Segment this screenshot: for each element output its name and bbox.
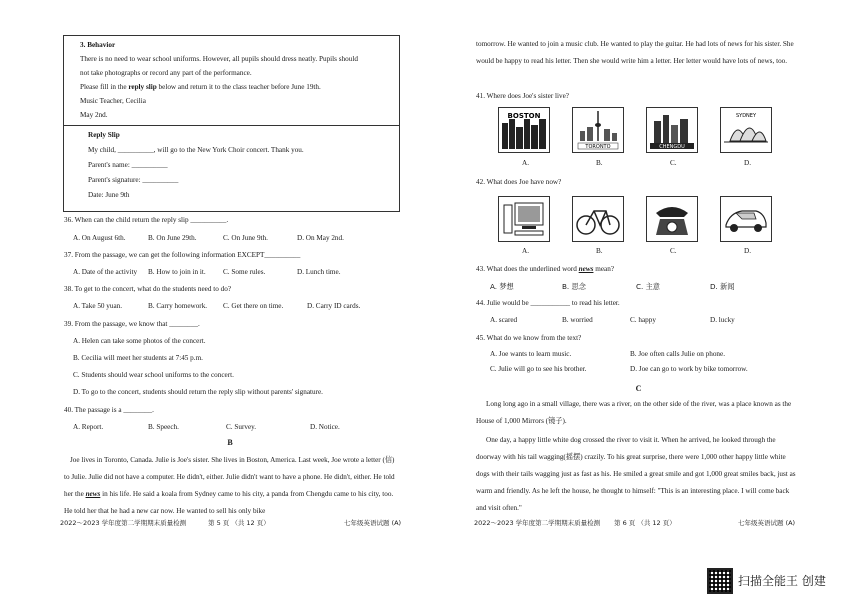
footer-page: 第 6 页 （共 12 页） (614, 519, 676, 527)
q42-labels: A. B. C. D. (522, 247, 751, 255)
notice-date: May 2nd. (80, 111, 108, 119)
q44-options: A. scared B. worried C. happy D. lucky (490, 316, 735, 324)
footer-page: 第 5 页 （共 12 页） (208, 519, 270, 527)
notice-line: Please fill in the reply slip below and return it to the class teacher before June 19th. (80, 83, 321, 91)
section-c-title: C (635, 384, 642, 393)
q36-options: A. On August 6th. B. On June 29th. C. On June 9th. D. On May 2nd. (73, 234, 344, 242)
footer-left: 2022～2023 学年度第二学期期末质量检测 (60, 519, 187, 527)
sydney-opera-icon (720, 107, 772, 153)
q43-stem: 43. What does the underlined word news mean? (476, 265, 615, 273)
right-page (476, 0, 801, 609)
notice-box (63, 35, 400, 212)
notice-heading: 3. Behavior (80, 41, 116, 49)
reply-line: My child, __________, will go to the New York Choir concert. Thank you. (88, 146, 304, 154)
q41-labels: A. B. C. D. (522, 159, 751, 167)
reply-line: Date: June 9th (88, 191, 130, 199)
q39-option-a: A. Helen can take some photos of the concert. (73, 337, 206, 345)
qr-code-icon (707, 568, 733, 594)
car-icon (720, 196, 772, 242)
svg-text:BOSTON: BOSTON (507, 112, 541, 120)
q38-stem: 38. To get to the concert, what do the students need to do? (64, 285, 232, 293)
q41-stem: 41. Where does Joe's sister live? (476, 92, 569, 100)
q37-stem: 37. From the passage, we can get the following information EXCEPT__________ (64, 251, 301, 259)
reply-slip (64, 125, 399, 200)
toronto-skyline-icon (572, 107, 624, 153)
q39-option-b: B. Cecilia will meet her students at 7:45 p.m. (73, 354, 203, 362)
chengdu-skyline-icon (646, 107, 698, 153)
q42-pictures (498, 196, 794, 242)
footer-exam: 七年级英语试题 (A) (738, 519, 796, 527)
q36-stem: 36. When can the child return the reply slip __________. (64, 216, 229, 224)
boston-skyline-icon (498, 107, 550, 153)
svg-text:SYDNEY: SYDNEY (735, 113, 757, 119)
q39-option-d: D. To go to the concert, students should return the reply slip without parents' signature. (73, 388, 323, 396)
q43-options: A. 梦想 B. 思念 C. 主意 D. 新闻 (490, 282, 735, 291)
scanner-watermark (707, 568, 826, 594)
q40-stem: 40. The passage is a ________. (64, 406, 154, 414)
bicycle-icon (572, 196, 624, 242)
notice-signer: Music Teacher, Cecilia (80, 97, 146, 105)
notice-line: There is no need to wear school uniforms. However, all pupils should dress neatly. Pupils should (80, 55, 358, 63)
footer-exam: 七年级英语试题 (A) (344, 519, 402, 527)
q45-stem: 45. What do we know from the text? (476, 334, 582, 342)
q38-options: A. Take 50 yuan. B. Carry homework. C. Get there on time. D. Carry ID cards. (73, 302, 361, 310)
passage-b-cont: tomorrow. He wanted to join a music club. He wanted to play the guitar. He had lots of news for his sister. She would be happy to read his letter. Then she would write him a letter. Her letter would have lots of news, too. (476, 40, 794, 65)
reply-line: Parent's name: __________ (88, 161, 168, 169)
q37-options: A. Date of the activity B. How to join in it. C. Some rules. D. Lunch time. (73, 268, 341, 276)
computer-icon (498, 196, 550, 242)
reply-line: Parent's signature: __________ (88, 176, 179, 184)
q41-pictures (498, 107, 794, 153)
section-b-title: B (227, 438, 233, 447)
svg-text:TORONTO: TORONTO (585, 144, 611, 150)
svg-text:CHENGDU: CHENGDU (659, 144, 685, 150)
q44-stem: 44. Julie would be ___________ to read his letter. (476, 299, 620, 307)
watermark-text: 扫描全能王 创建 (738, 573, 826, 588)
reply-title: Reply Slip (88, 131, 120, 139)
q39-stem: 39. From the passage, we know that ________. (64, 320, 200, 328)
notice-line: not take photographs or record any part of the performance. (80, 69, 252, 77)
telephone-icon (646, 196, 698, 242)
left-page (60, 0, 400, 609)
passage-b: Joe lives in Toronto, Canada. Julie is Joe's sister. She lives in Boston, America. Last week, Joe wrote a letter (信) to Julie. Julie did not have a computer. He didn't, either. Julie didn't want to have a phone. He didn't, either. He told her the news in his life. He said a koala from Sydney came to his city, a panda from Chengdu came to his city, too. He told her that he had a new car now. He wanted to sell his only bike (64, 456, 395, 515)
q42-stem: 42. What does Joe have now? (476, 178, 562, 186)
q45-options: A. Joe wants to learn music. B. Joe often calls Julie on phone. C. Julie will go to see his brother. D. Joe can go to work by bike tomorrow. (490, 350, 748, 373)
footer-left: 2022～2023 学年度第二学期期末质量检测 (474, 519, 601, 527)
q39-option-c: C. Students should wear school uniforms to the concert. (73, 371, 234, 379)
passage-c-para1: Long long ago in a small village, there was a river, on the other side of the river, was a place known as the House of 1,000 Mirrors (镜子). (476, 400, 792, 425)
passage-c-para2: One day, a happy little white dog crossed the river to visit it. When he arrived, he looked through the doorway with his tail wagging(摇摆) crazily. To his great surprise, there were 1,000 other happy little white dogs with their tails wagging just as fast as his. He smiled a great smile and got 1,000 great smiles back, just as warm and friendly. As he left the house, he thought to himself: "This is an interesting place. I will come back and visit often." (476, 436, 796, 512)
q40-options: A. Report. B. Speech. C. Survey. D. Notice. (73, 423, 340, 431)
